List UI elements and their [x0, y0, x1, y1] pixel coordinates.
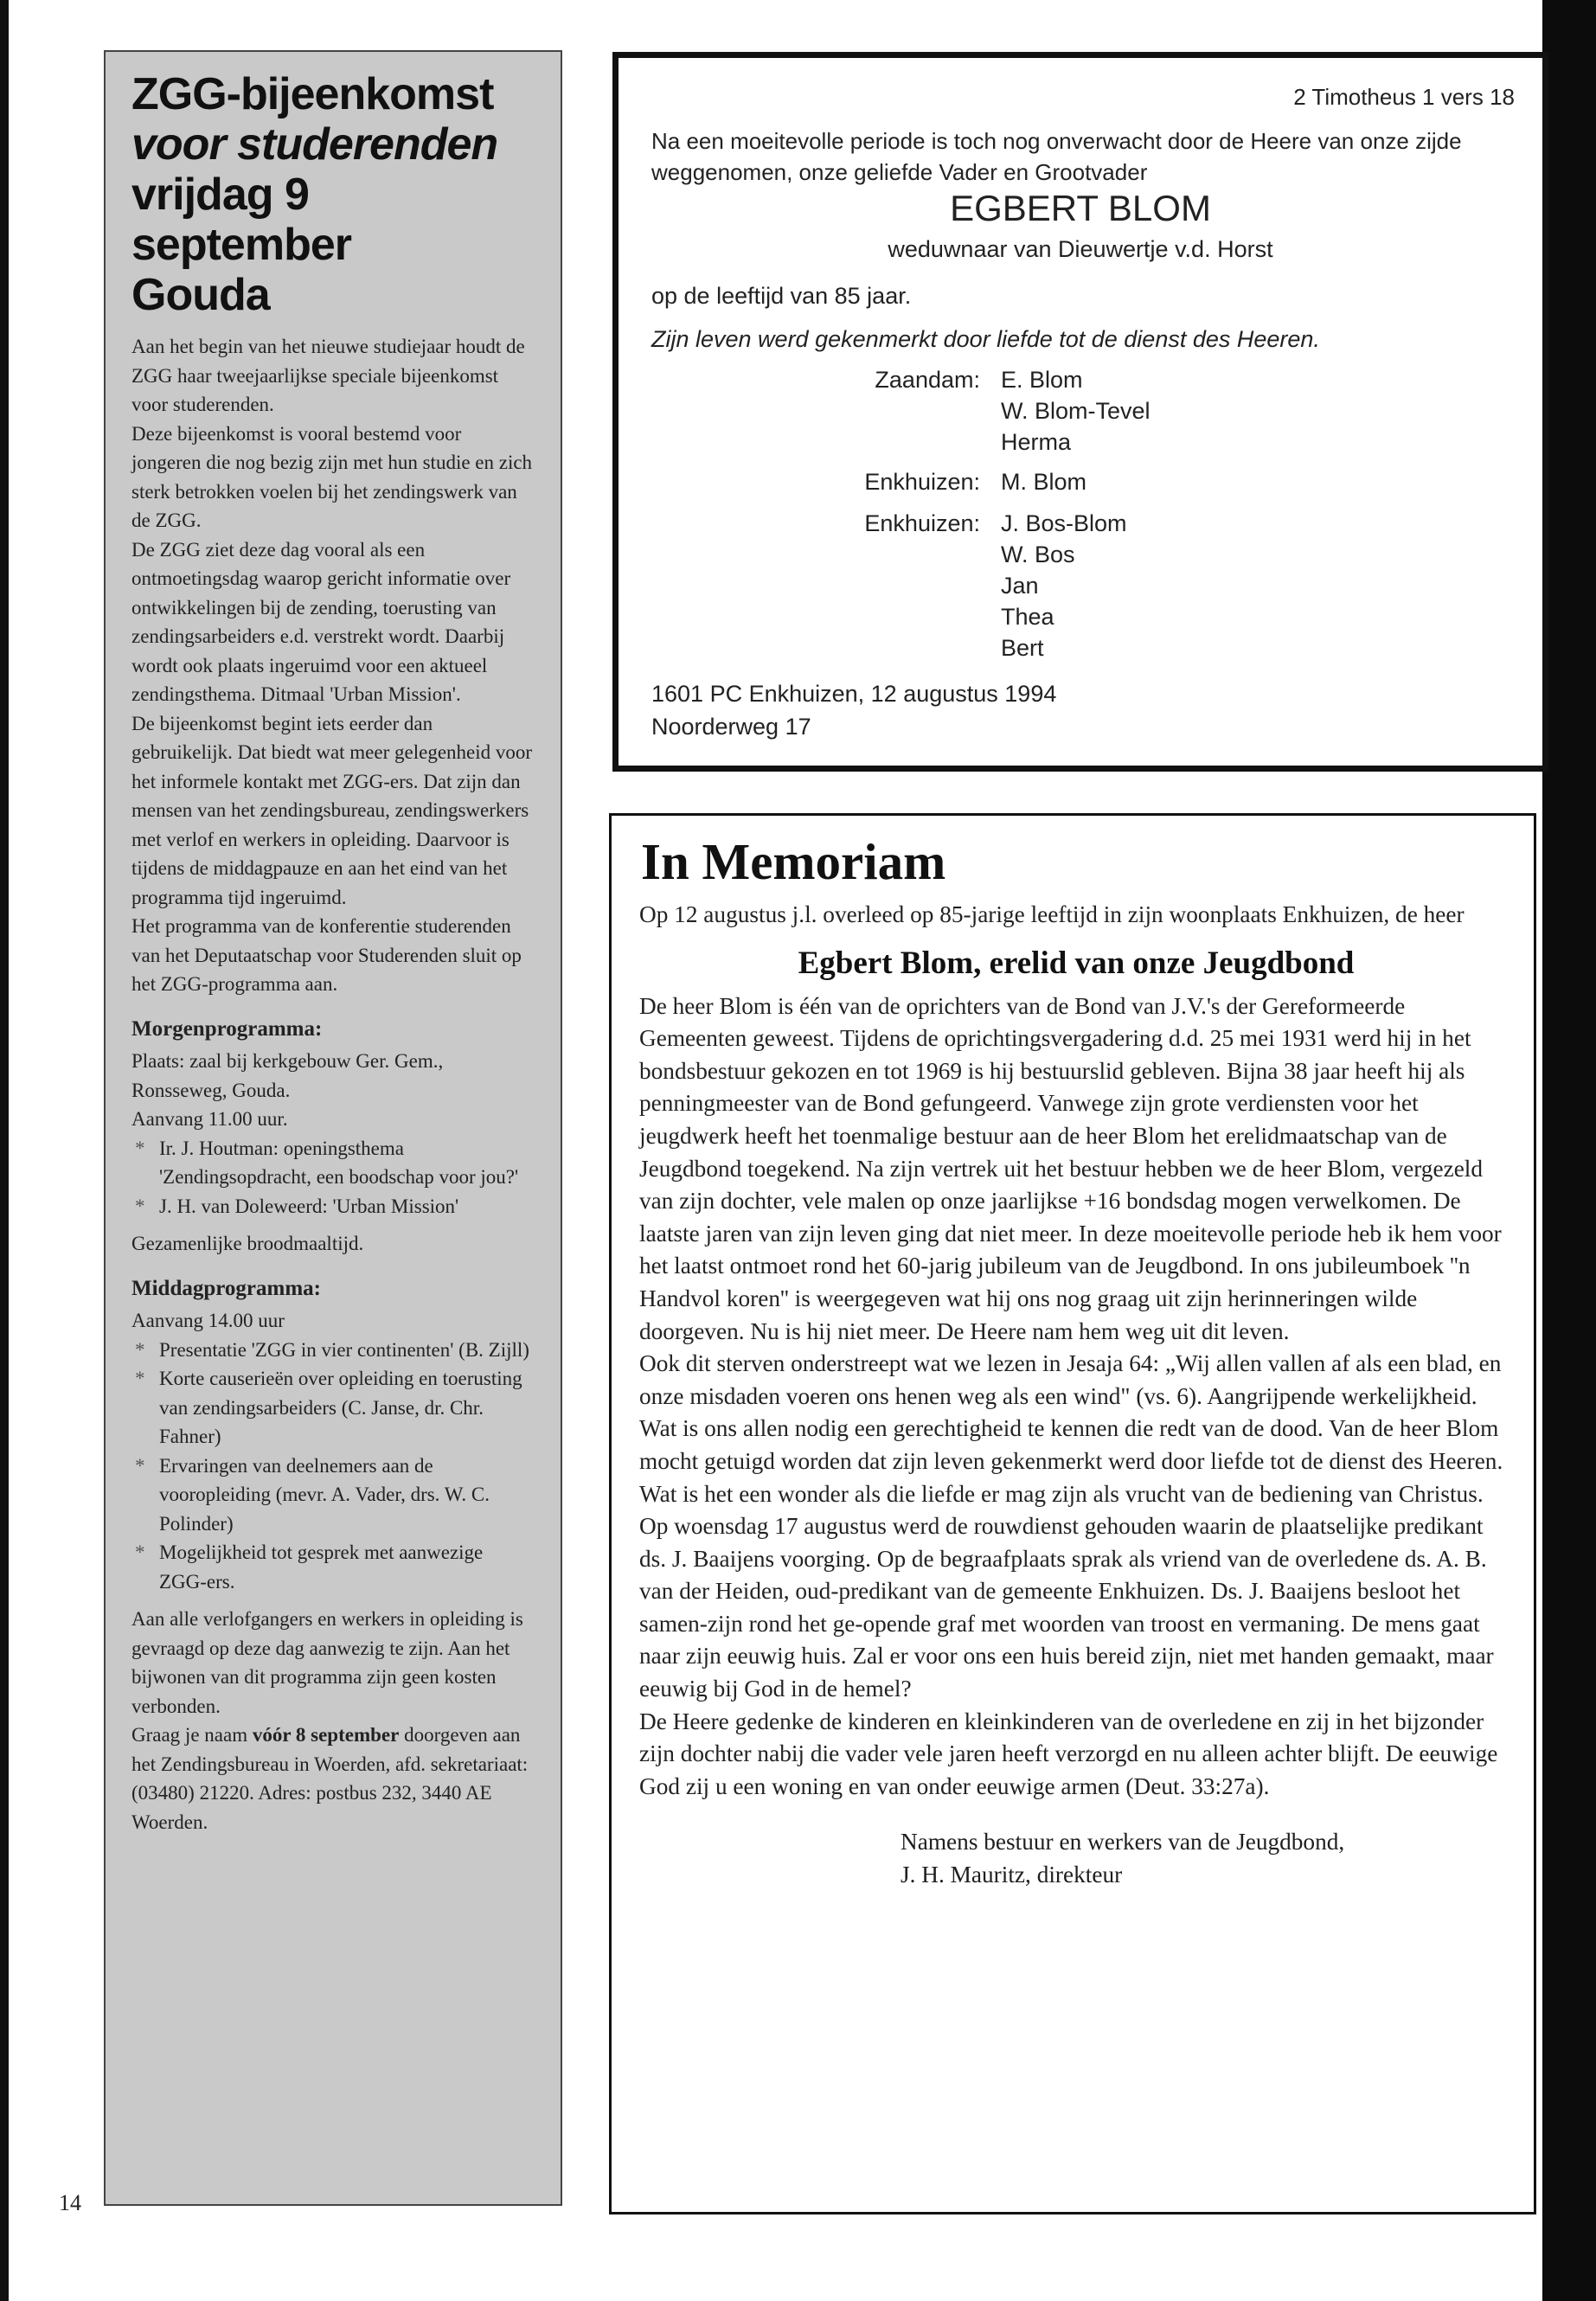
paragraph: Ook dit sterven onderstreept wat we lezen in Jesaja 64: „Wij allen vallen af als een blad, en onze misdaden voeren ons henen weg als een wind" (vs. 6). Aangrijpende werkelijkheid. Wat is ons allen nodig een gerechtigheid te kennen die redt van de dood. Van de heer Blom mocht getuigd worden dat zijn leven gekenmerkt werd door liefde tot de dienst des Heeren. Wat is het een wonder als die liefde er mag zijn als vrucht van de bediening van Christus.: [639, 1350, 1503, 1507]
scan-left-edge: [0, 0, 9, 2301]
afternoon-start: Aanvang 14.00 uur: [131, 1310, 285, 1331]
memoriam-signature: [901, 1825, 1534, 1891]
memoriam-subtitle: Egbert Blom, erelid van onze Jeugdbond: [798, 945, 1355, 981]
zgg-announcement-box: [104, 50, 562, 2206]
announcement-body: [131, 332, 535, 1836]
page-number: 14: [59, 2190, 81, 2215]
notice-address: [651, 677, 1056, 743]
age-line: op de leeftijd van 85 jaar.: [651, 283, 912, 309]
family-name: Herma: [1001, 429, 1072, 455]
register-paragraph: [131, 1721, 535, 1836]
list-item: * Presentatie 'ZGG in vier continenten' (B. Zijll): [131, 1336, 535, 1365]
paragraph: Het programma van de konferentie studerenden van het Deputaatschap voor Studerenden sluit op het ZGG-programma aan.: [131, 915, 522, 995]
title-line: vrijdag 9 september: [131, 170, 351, 270]
signature-line: J. H. Mauritz, direkteur: [901, 1862, 1123, 1888]
title-line: Gouda: [131, 270, 270, 320]
paragraph: Aan het begin van het nieuwe studiejaar houdt de ZGG haar tweejaarlijkse speciale bijeenkomst voor studerenden.: [131, 336, 525, 415]
signature-line: Namens bestuur en werkers van de Jeugdbond,: [901, 1829, 1345, 1856]
list-item: * Ervaringen van deelnemers aan de vooropleiding (mevr. A. Vader, drs. W. C. Polinder): [131, 1452, 535, 1539]
register-pre: Graag je naam: [131, 1724, 248, 1746]
paragraph: Deze bijeenkomst is vooral bestemd voor jongeren die nog bezig zijn met hun studie en zich sterk betrokken voelen bij het zendingswerk van de ZGG.: [131, 422, 533, 531]
title-line: ZGG-bijeenkomst: [131, 69, 494, 119]
family-name: W. Blom-Tevel: [1001, 398, 1151, 424]
list-item: * Mogelijkheid tot gesprek met aanwezige ZGG-ers.: [131, 1538, 535, 1596]
address-line: Noorderweg 17: [651, 714, 811, 740]
scan-right-edge: [1542, 0, 1596, 2301]
announcement-title: [131, 69, 535, 320]
list-item: * J. H. van Doleweerd: 'Urban Mission': [131, 1192, 535, 1221]
family-place: Enkhuizen:: [864, 510, 980, 536]
morning-list: [131, 1134, 535, 1221]
afternoon-list: [131, 1336, 535, 1597]
in-memoriam-box: [609, 813, 1536, 2214]
deceased-name: EGBERT BLOM: [950, 188, 1211, 228]
list-item: * Ir. J. Houtman: openingsthema 'Zendingsopdracht, een boodschap voor jou?': [131, 1134, 535, 1192]
list-item: * Korte causerieën over opleiding en toerusting van zendingsarbeiders (C. Janse, dr. Chr. Fahner): [131, 1364, 535, 1452]
memoriam-title: In Memoriam: [641, 833, 946, 890]
closing-paragraph: Aan alle verlofgangers en werkers in opleiding is gevraagd op deze dag aanwezig te zijn. Aan het bijwonen van dit programma zijn geen kosten verbonden.: [131, 1608, 523, 1717]
morning-lunch: Gezamenlijke broodmaaltijd.: [131, 1233, 364, 1254]
title-line: voor studerenden: [131, 119, 498, 170]
family-name: M. Blom: [1001, 469, 1087, 495]
paragraph: De bijeenkomst begint iets eerder dan gebruikelijk. Dat biedt wat meer gelegenheid voor het informele kontakt met ZGG-ers. Dat zijn dan mensen van het zendingsbureau, zendingswerkers met verlof en werkers in opleiding. Daarvoor is tijdens de middagpauze en aan het eind van het programma tijd ingeruimd.: [131, 712, 533, 908]
address-line: 1601 PC Enkhuizen, 12 augustus 1994: [651, 681, 1057, 707]
morning-heading: Morgenprogramma:: [131, 1016, 323, 1041]
afternoon-heading: Middagprogramma:: [131, 1276, 321, 1300]
paragraph: Op woensdag 17 augustus werd de rouwdienst gehouden waarin de plaatselijke predikant ds. J. Baaijens voorging. Op de begraafplaats sprak als vriend van de overledene ds. A. B. van der Heiden, oud-predikant van de gemeente Enkhuizen. Ds. J. Baaijens besloot het samen-zijn rond het ge-opende graf met woorden van troost en vermaning. De mens gaat naar zijn eeuwig huis. Zal er voor ons een huis bereid zijn, niet met handen gemaakt, maar eeuwig bij God in de hemel?: [639, 1513, 1494, 1702]
death-notice: [612, 52, 1548, 772]
family-name: J. Bos-Blom: [1001, 510, 1127, 536]
notice-intro: Na een moeitevolle periode is toch nog onverwacht door de Heere van onze zijde weggenomen, onze geliefde Vader en Grootvader: [651, 128, 1462, 185]
morning-start: Aanvang 11.00 uur.: [131, 1108, 288, 1130]
widower-line: weduwnaar van Dieuwertje v.d. Horst: [888, 236, 1273, 262]
family-place: Enkhuizen:: [864, 469, 980, 495]
family-name: Thea: [1001, 604, 1054, 630]
family-name: Jan: [1001, 573, 1039, 599]
family-name: Bert: [1001, 635, 1044, 661]
paragraph: De ZGG ziet deze dag vooral als een ontmoetingsdag waarop gericht informatie over ontwikkelingen bij de zending, toerusting van zendingsarbeiders e.d. verstrekt wordt. Daarbij wordt ook plaats ingeruimd voor een aktueel zendingsthema. Ditmaal 'Urban Mission'.: [131, 538, 511, 705]
family-name: E. Blom: [1001, 367, 1083, 393]
bible-reference: 2 Timotheus 1 vers 18: [1293, 84, 1515, 110]
paragraph: De Heere gedenke de kinderen en kleinkinderen van de overledene en zij in het bijzonder zijn dochter nabij die vader vele jaren heeft verzorgd en nu alleen achter blijft. De eeuwige God zij u een woning en van onder eeuwige armen (Deut. 33:27a).: [639, 1708, 1498, 1799]
family-place: Zaandam:: [875, 367, 980, 393]
memoriam-body: [639, 899, 1513, 1803]
register-post: doorgeven aan het Zendingsbureau in Woerden, afd. sekretariaat: (03480) 21220. Adres: postbus 232, 3440 AE Woerden.: [131, 1724, 529, 1833]
register-deadline: vóór 8 september: [252, 1724, 400, 1746]
morning-place: Plaats: zaal bij kerkgebouw Ger. Gem., Ronsseweg, Gouda.: [131, 1050, 444, 1101]
paragraph: De heer Blom is één van de oprichters van de Bond van J.V.'s der Gereformeerde Gemeenten geweest. Tijdens de oprichtingsvergadering d.d. 25 mei 1931 werd hij in het bondsbestuur gekozen en tot 1969 is hij bestuurslid gebleven. Bijna 38 jaar heeft hij als penningmeester van de Bond gefungeerd. Vanwege zijn grote verdiensten voor het jeugdwerk heeft het toenmalige bestuur aan de heer Blom het erelidmaatschap van de Jeugdbond toegekend. Na zijn vertrek uit het bestuur hebben we de heer Blom, vergezeld van zijn dochter, vele malen op onze jaarlijkse +16 bondsdag mogen verwelkomen. De laatste jaren van zijn leven ging dat niet meer. In deze moeitevolle periode heb ik hem voor het laatst ontmoet rond het 60-jarig jubileum van de Jeugdbond. In ons jubileumboek ''n Handvol koren'' is weergegeven wat hij ons nog graag uit zijn herinneringen wilde doorgeven. Nu is hij niet meer. De Heere nam hem weg uit dit leven.: [639, 992, 1502, 1344]
family-name: W. Bos: [1001, 542, 1075, 567]
memoriam-intro: Op 12 augustus j.l. overleed op 85-jarige leeftijd in zijn woonplaats Enkhuizen, de heer: [639, 901, 1465, 927]
life-motto: Zijn leven werd gekenmerkt door liefde tot de dienst des Heeren.: [651, 326, 1320, 352]
